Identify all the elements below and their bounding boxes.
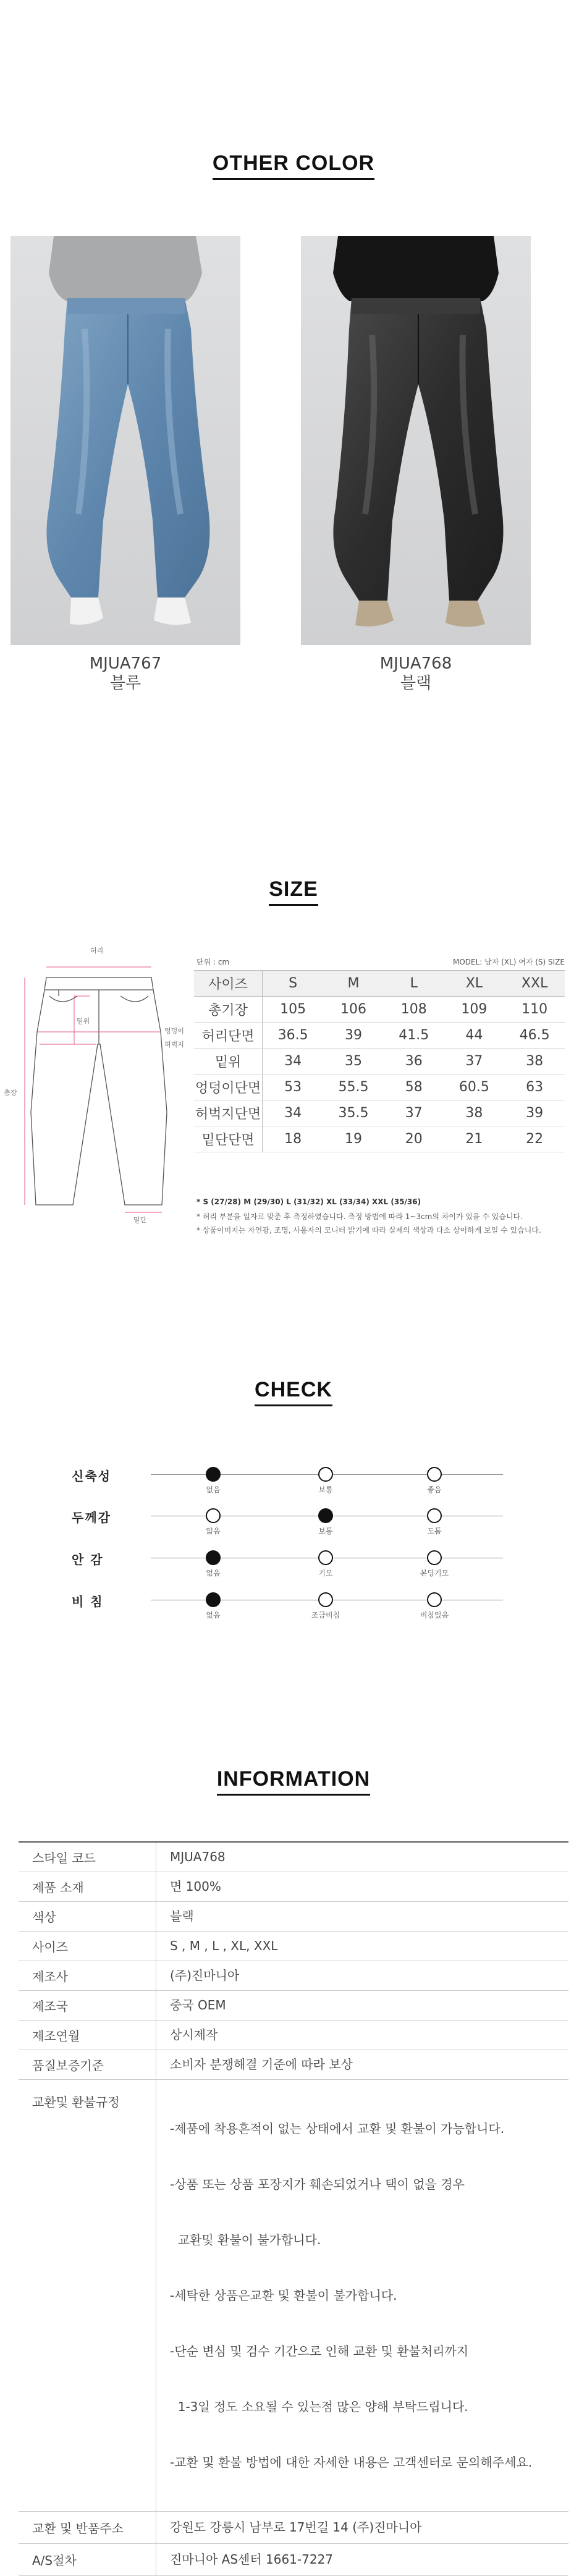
size-cell: 18 <box>263 1126 324 1152</box>
size-cell: 22 <box>504 1126 565 1152</box>
check-option-dot[interactable] <box>206 1592 221 1607</box>
diagram-label-waist: 허리 <box>90 947 104 955</box>
table-row <box>19 2079 568 2511</box>
table-row <box>19 1990 568 2020</box>
check-option-dot[interactable] <box>427 1592 442 1607</box>
info-value: MJUA768 <box>156 1842 569 1872</box>
check-option-label: 좋음 <box>427 1485 442 1494</box>
size-cell: 21 <box>444 1126 505 1152</box>
diagram-label-hem: 밑단 <box>133 1216 147 1224</box>
product-code: MJUA767 <box>89 654 162 673</box>
pants-outline-diagram <box>0 939 185 1223</box>
table-row <box>194 1126 565 1152</box>
size-diagram <box>0 939 185 1223</box>
product-code: MJUA768 <box>379 654 452 673</box>
information-title: INFORMATION <box>0 1767 587 1796</box>
info-key: 제조연월 <box>19 2020 156 2050</box>
size-cell: 105 <box>263 997 324 1023</box>
check-title: CHECK <box>0 1378 587 1406</box>
check-option-dot[interactable] <box>427 1508 442 1523</box>
size-unit: 단위 : cm <box>196 958 230 966</box>
info-key: 색상 <box>19 1901 156 1931</box>
check-option-label: 없음 <box>206 1485 221 1494</box>
size-title: SIZE <box>0 877 587 906</box>
info-key: 제조국 <box>19 1990 156 2020</box>
size-cell: 60.5 <box>444 1075 505 1100</box>
check-label-lining: 안 감 <box>72 1552 104 1567</box>
size-note-mapping: * S (27/28) M (29/30) L (31/32) XL (33/34) XXL (35/36) <box>196 1197 421 1206</box>
header-cell: L <box>384 971 444 997</box>
size-note-color: * 상품이미지는 자연광, 조명, 사용자의 모니터 밝기에 따라 실제의 색상과 다소 상이하게 보일 수 있습니다. <box>196 1226 541 1235</box>
check-option-label: 도톰 <box>427 1527 442 1535</box>
size-cell: 108 <box>384 997 444 1023</box>
header-cell: XXL <box>504 971 565 997</box>
size-cell: 106 <box>323 997 384 1023</box>
size-note-measure: * 허리 부분을 일자로 맞춘 후 측정하였습니다. 측정 방법에 따라 1~3cm의 차이가 있을 수 있습니다. <box>196 1212 523 1221</box>
check-option-dot[interactable] <box>206 1508 221 1523</box>
policy-line: -세탁한 상품은교환 및 환불이 불가합니다. <box>170 2287 397 2303</box>
size-cell: 34 <box>263 1100 324 1126</box>
policy-line: 교환및 환불이 불가합니다. <box>170 2232 321 2247</box>
info-value-policy <box>156 2079 569 2511</box>
product-caption-blue <box>11 654 240 693</box>
size-cell: 37 <box>444 1049 505 1075</box>
check-option-dot[interactable] <box>318 1592 333 1607</box>
size-cell: 36.5 <box>263 1023 324 1049</box>
info-key: 품질보증기준 <box>19 2050 156 2079</box>
check-option-label: 얇음 <box>206 1527 221 1535</box>
diagram-label-rise: 밑위 <box>77 1017 90 1025</box>
table-row <box>194 1049 565 1075</box>
diagram-label-hip: 엉덩이 <box>164 1027 184 1035</box>
table-row <box>19 1931 568 1961</box>
table-row <box>194 1100 565 1126</box>
row-label: 허리단면 <box>194 1023 263 1049</box>
header-cell: S <box>263 971 324 997</box>
size-cell: 58 <box>384 1075 444 1100</box>
table-row <box>19 1842 568 1872</box>
check-option-label: 보통 <box>318 1485 333 1494</box>
check-label-thickness: 두께감 <box>72 1510 111 1525</box>
check-option-label: 보통 <box>318 1527 333 1535</box>
check-option-label: 기모 <box>318 1569 333 1577</box>
table-row <box>19 2050 568 2079</box>
size-cell: 110 <box>504 997 565 1023</box>
size-cell: 38 <box>504 1049 565 1075</box>
info-key: 교환 및 반품주소 <box>19 2511 156 2543</box>
info-value: 중국 OEM <box>156 1990 569 2020</box>
size-cell: 41.5 <box>384 1023 444 1049</box>
policy-line: -상품 또는 상품 포장지가 훼손되었거나 택이 없을 경우 <box>170 2176 465 2192</box>
policy-line: 1-3일 정도 소요될 수 있는점 많은 양해 부탁드립니다. <box>170 2399 468 2414</box>
check-label-sheerness: 비 침 <box>72 1594 104 1609</box>
size-cell: 35.5 <box>323 1100 384 1126</box>
table-row <box>194 1075 565 1100</box>
info-value: (주)진마니아 <box>156 1961 569 1990</box>
size-cell: 53 <box>263 1075 324 1100</box>
diagram-label-length: 총장 <box>4 1089 17 1097</box>
size-cell: 63 <box>504 1075 565 1100</box>
check-option-dot[interactable] <box>318 1508 333 1523</box>
check-option-label: 비침있음 <box>420 1611 449 1620</box>
check-option-dot[interactable] <box>318 1550 333 1565</box>
table-row <box>19 2511 568 2543</box>
info-key: 제조사 <box>19 1961 156 1990</box>
check-option-dot[interactable] <box>427 1550 442 1565</box>
policy-line: -교환 및 환불 방법에 대한 자세한 내용은 고객센터로 문의해주세요. <box>170 2454 533 2470</box>
info-value: 상시제작 <box>156 2020 569 2050</box>
size-cell: 39 <box>504 1100 565 1126</box>
product-photo-black[interactable] <box>301 236 531 645</box>
policy-line: -제품에 착용흔적이 없는 상태에서 교환 및 환불이 가능합니다. <box>170 2121 505 2136</box>
check-option-dot[interactable] <box>427 1467 442 1482</box>
diagram-label-thigh: 허벅지 <box>164 1041 184 1049</box>
size-cell: 20 <box>384 1126 444 1152</box>
size-cell: 19 <box>323 1126 384 1152</box>
row-label: 엉덩이단면 <box>194 1075 263 1100</box>
product-color: 블랙 <box>400 674 432 693</box>
size-cell: 38 <box>444 1100 505 1126</box>
size-cell: 35 <box>323 1049 384 1075</box>
size-model-info: MODEL: 남자 (XL) 여자 (S) SIZE <box>453 958 565 966</box>
size-cell: 44 <box>444 1023 505 1049</box>
info-value: 진마니아 AS센터 1661-7227 <box>156 2543 569 2575</box>
size-cell: 36 <box>384 1049 444 1075</box>
size-cell: 46.5 <box>504 1023 565 1049</box>
header-cell: XL <box>444 971 505 997</box>
check-option-label: 없음 <box>206 1569 221 1577</box>
blue-jeans-image <box>11 236 240 645</box>
header-cell: M <box>323 971 384 997</box>
information-table <box>19 1841 568 2576</box>
info-value: 블랙 <box>156 1901 569 1931</box>
size-cell: 109 <box>444 997 505 1023</box>
header-cell: 사이즈 <box>194 971 263 997</box>
info-value: 소비자 분쟁해결 기준에 따라 보상 <box>156 2050 569 2079</box>
black-jeans-image <box>301 236 531 645</box>
table-row <box>19 1961 568 1990</box>
product-photo-blue[interactable] <box>11 236 240 645</box>
size-cell: 39 <box>323 1023 384 1049</box>
check-label-stretch: 신축성 <box>72 1469 111 1484</box>
row-label: 허벅지단면 <box>194 1100 263 1126</box>
check-option-dot[interactable] <box>206 1550 221 1565</box>
check-option-dot[interactable] <box>206 1467 221 1482</box>
table-row <box>19 1901 568 1931</box>
check-option-label: 조금비침 <box>311 1611 340 1620</box>
info-value: 면 100% <box>156 1872 569 1901</box>
table-row <box>194 997 565 1023</box>
info-key: A/S절차 <box>19 2543 156 2575</box>
table-row <box>19 2020 568 2050</box>
policy-line: -단순 변심 및 검수 기간으로 인해 교환 및 환불처리까지 <box>170 2343 469 2359</box>
info-key: 사이즈 <box>19 1931 156 1961</box>
info-value: S , M , L , XL, XXL <box>156 1931 569 1961</box>
check-option-dot[interactable] <box>318 1467 333 1482</box>
other-color-title: OTHER COLOR <box>0 151 587 180</box>
size-cell: 34 <box>263 1049 324 1075</box>
size-table <box>194 970 565 1152</box>
product-color: 블루 <box>109 674 141 693</box>
info-value: 강원도 강릉시 남부로 17번길 14 (주)진마니아 <box>156 2511 569 2543</box>
row-label: 밑단단면 <box>194 1126 263 1152</box>
check-option-label: 없음 <box>206 1611 221 1620</box>
check-option-label: 본딩기모 <box>420 1569 449 1577</box>
size-cell: 37 <box>384 1100 444 1126</box>
size-cell: 55.5 <box>323 1075 384 1100</box>
info-key: 제품 소재 <box>19 1872 156 1901</box>
info-key: 스타일 코드 <box>19 1842 156 1872</box>
table-row <box>19 1872 568 1901</box>
table-row <box>19 2543 568 2575</box>
product-caption-black <box>301 654 531 693</box>
info-key: 교환및 환불규정 <box>19 2079 156 2511</box>
table-row <box>194 1023 565 1049</box>
row-label: 밑위 <box>194 1049 263 1075</box>
size-table-header <box>194 971 565 997</box>
row-label: 총기장 <box>194 997 263 1023</box>
